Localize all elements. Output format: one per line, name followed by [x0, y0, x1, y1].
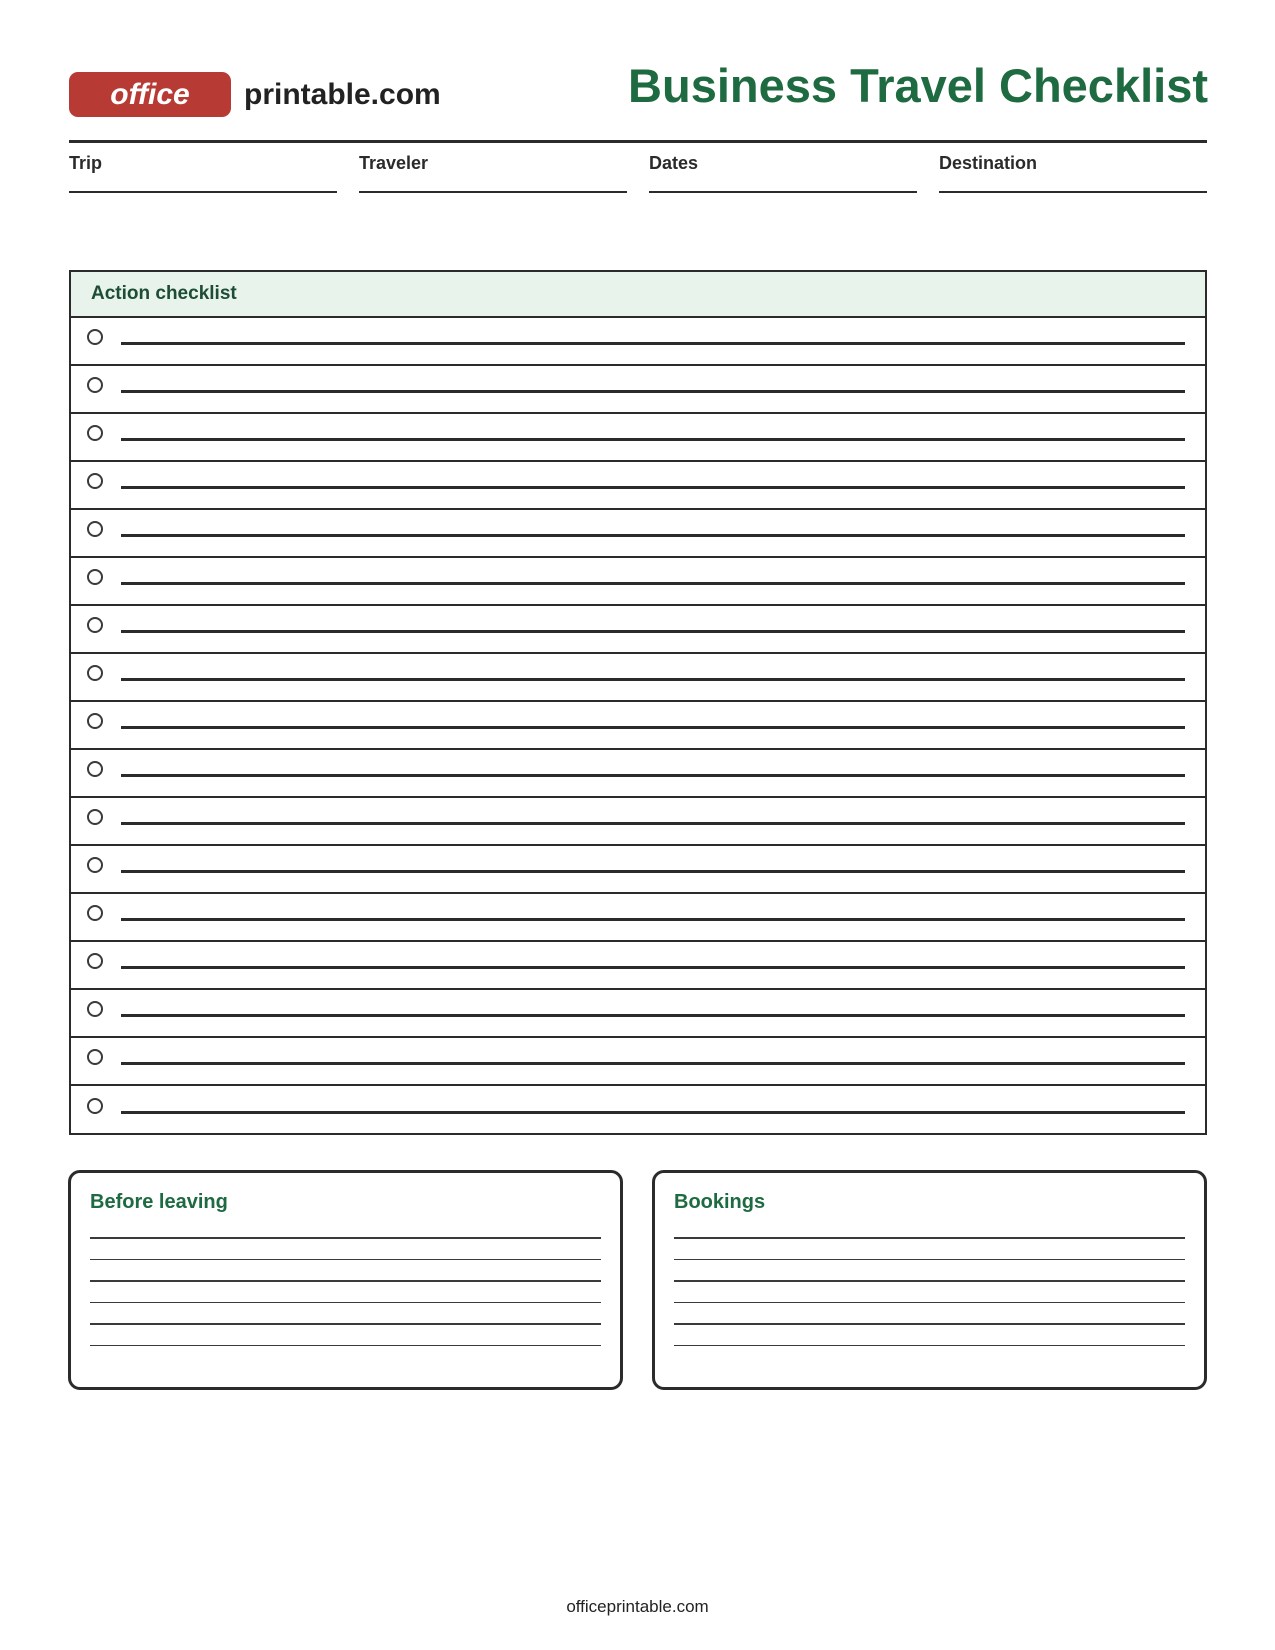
checklist-row — [71, 366, 1205, 414]
checklist-write-line[interactable] — [121, 534, 1185, 537]
note-line[interactable] — [674, 1345, 1185, 1347]
checklist-write-line[interactable] — [121, 822, 1185, 825]
checkbox-circle-icon[interactable] — [87, 1098, 103, 1114]
checklist-write-line[interactable] — [121, 486, 1185, 489]
before-leaving-title: Before leaving — [90, 1191, 228, 1213]
checklist-write-line[interactable] — [121, 630, 1185, 633]
note-line[interactable] — [674, 1302, 1185, 1304]
checkbox-circle-icon[interactable] — [87, 1049, 103, 1065]
checklist-write-line[interactable] — [121, 1062, 1185, 1065]
trip-field[interactable] — [69, 143, 337, 193]
destination-field[interactable] — [939, 143, 1207, 193]
checklist-write-line[interactable] — [121, 726, 1185, 729]
checklist-row — [71, 942, 1205, 990]
checklist-write-line[interactable] — [121, 390, 1185, 393]
checkbox-circle-icon[interactable] — [87, 857, 103, 873]
checklist-row — [71, 318, 1205, 366]
dates-field[interactable] — [649, 143, 917, 193]
note-line[interactable] — [90, 1259, 601, 1261]
note-line[interactable] — [674, 1323, 1185, 1325]
checkbox-circle-icon[interactable] — [87, 521, 103, 537]
note-line[interactable] — [90, 1302, 601, 1304]
checklist-rows — [71, 318, 1205, 1134]
before-leaving-box — [68, 1170, 623, 1390]
checkbox-circle-icon[interactable] — [87, 329, 103, 345]
checklist-write-line[interactable] — [121, 870, 1185, 873]
checklist-row — [71, 990, 1205, 1038]
checklist-row — [71, 558, 1205, 606]
traveler-field-label: Traveler — [359, 153, 429, 173]
note-line[interactable] — [674, 1259, 1185, 1261]
checklist-row — [71, 750, 1205, 798]
note-line[interactable] — [90, 1345, 601, 1347]
bookings-box — [652, 1170, 1207, 1390]
checklist-write-line[interactable] — [121, 678, 1185, 681]
checkbox-circle-icon[interactable] — [87, 761, 103, 777]
logo — [69, 72, 441, 117]
bookings-lines — [674, 1237, 1185, 1346]
checkbox-circle-icon[interactable] — [87, 617, 103, 633]
note-line[interactable] — [90, 1280, 601, 1282]
checklist-write-line[interactable] — [121, 774, 1185, 777]
dates-field-label: Dates — [649, 153, 699, 173]
checklist-row — [71, 1086, 1205, 1134]
trip-field-label: Trip — [69, 153, 103, 173]
checkbox-circle-icon[interactable] — [87, 425, 103, 441]
trip-info-fields — [69, 143, 1207, 193]
checklist-write-line[interactable] — [121, 918, 1185, 921]
checkbox-circle-icon[interactable] — [87, 473, 103, 489]
note-line[interactable] — [674, 1280, 1185, 1282]
destination-field-label: Destination — [939, 153, 1038, 173]
logo-badge: office — [69, 72, 231, 117]
note-line[interactable] — [90, 1237, 601, 1239]
checklist-write-line[interactable] — [121, 966, 1185, 969]
footer-url: officeprintable.com — [566, 1597, 709, 1616]
checklist-row — [71, 1038, 1205, 1086]
checklist-row — [71, 654, 1205, 702]
checkbox-circle-icon[interactable] — [87, 713, 103, 729]
logo-text: printable.com — [244, 77, 441, 111]
bookings-title: Bookings — [674, 1191, 766, 1213]
checkbox-circle-icon[interactable] — [87, 665, 103, 681]
checklist-row — [71, 510, 1205, 558]
checklist-write-line[interactable] — [121, 582, 1185, 585]
checkbox-circle-icon[interactable] — [87, 1001, 103, 1017]
before-leaving-lines — [90, 1237, 601, 1346]
checkbox-circle-icon[interactable] — [87, 953, 103, 969]
note-line[interactable] — [674, 1237, 1185, 1239]
checkbox-circle-icon[interactable] — [87, 809, 103, 825]
checklist-write-line[interactable] — [121, 438, 1185, 441]
traveler-field[interactable] — [359, 143, 627, 193]
checklist-row — [71, 798, 1205, 846]
checklist-row — [71, 894, 1205, 942]
note-line[interactable] — [90, 1323, 601, 1325]
action-checklist — [69, 270, 1207, 1135]
checklist-row — [71, 414, 1205, 462]
checklist-write-line[interactable] — [121, 1014, 1185, 1017]
checkbox-circle-icon[interactable] — [87, 569, 103, 585]
checklist-row — [71, 606, 1205, 654]
checklist-row — [71, 846, 1205, 894]
checkbox-circle-icon[interactable] — [87, 905, 103, 921]
checklist-row — [71, 702, 1205, 750]
checklist-write-line[interactable] — [121, 1111, 1185, 1114]
checklist-row — [71, 462, 1205, 510]
page-title: Business Travel Checklist — [628, 59, 1208, 112]
checklist-write-line[interactable] — [121, 342, 1185, 345]
checkbox-circle-icon[interactable] — [87, 377, 103, 393]
action-checklist-heading: Action checklist — [71, 272, 1205, 318]
